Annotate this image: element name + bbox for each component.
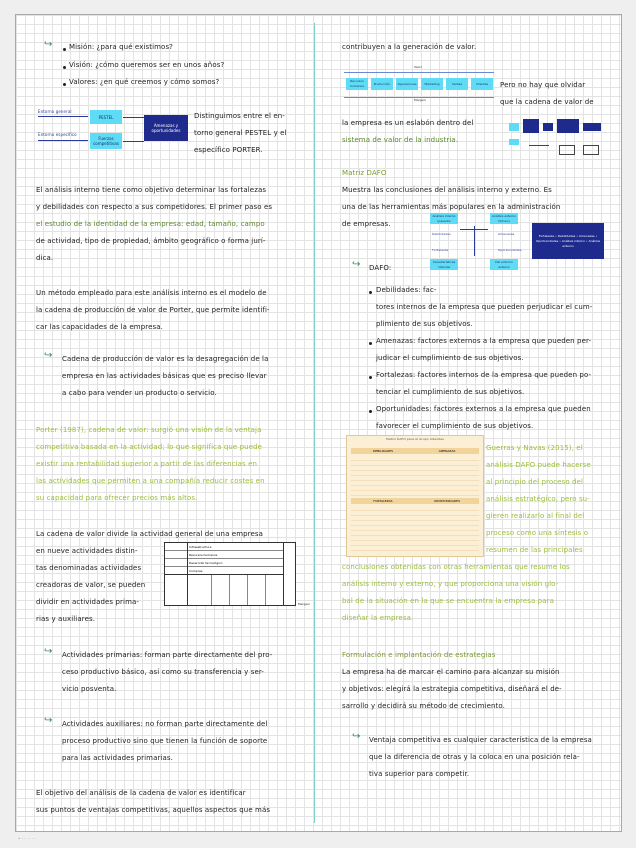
- env-text-line: torno general PESTEL y el: [194, 129, 287, 137]
- bullet: [369, 291, 372, 294]
- bullet: [63, 48, 66, 51]
- para5-line: El objetivo del análisis de la cadena de valor es identificar: [36, 789, 246, 797]
- system-text-line: sistema de valor de la industria.: [342, 136, 459, 144]
- dafo-axis: [474, 226, 475, 256]
- system-block: [509, 123, 519, 131]
- chain-line: [211, 575, 212, 605]
- arrow-line: [38, 116, 88, 117]
- para4-line: tas denominadas actividades: [36, 564, 142, 572]
- dafo-side-box: Fortalezas • Debilidades • Amenazas • Oportunidades • Análisis interno • Análisis externo: [532, 223, 604, 259]
- para2-line: car las capacidades de la empresa.: [36, 323, 163, 331]
- para4-line: rias y auxiliares.: [36, 615, 96, 623]
- dafo-cr: Del entorno externo: [490, 259, 518, 270]
- intro-bullet: Misión: ¿para qué existimos?: [69, 43, 174, 51]
- note3-line: Actividades auxiliares: no forman parte directamente del: [62, 720, 268, 728]
- arrow-icon: ↪: [44, 715, 53, 726]
- dafo-item-line: Fortalezas: factores internos de la empresa que pueden po-: [376, 371, 592, 379]
- dafo-item-line: plimiento de sus objetivos.: [376, 320, 473, 328]
- system-block: [523, 119, 539, 133]
- para1-line: dica.: [36, 254, 54, 262]
- flow-step: Ventas: [446, 78, 468, 90]
- arrow-icon: ↪: [44, 39, 53, 50]
- flow-step: Producción: [371, 78, 393, 90]
- column-divider: [314, 23, 315, 823]
- notebook-page: [15, 14, 622, 832]
- flow-bottom: Margen: [414, 98, 426, 102]
- system-block: [583, 123, 601, 131]
- right-top-line: contribuyen a la generación de valor.: [342, 43, 477, 51]
- margin-label: Margen: [298, 602, 310, 606]
- para1-line: el estudio de la identidad de la empresa: edad, tamaño, campo: [36, 220, 265, 228]
- chain-row: Recursos humanos: [165, 551, 283, 559]
- arrow-icon: ↪: [352, 731, 361, 742]
- section2-title: Formulación e implantación de estrategias: [342, 651, 496, 659]
- table-title: Matriz DAFO para el Grupo Sibaritas: [386, 437, 444, 441]
- chain-row: Infraestructura: [165, 543, 283, 551]
- para3-line: su capacidad para ofrecer precios más altos.: [36, 494, 198, 502]
- note1-line: a cabo para vender un producto o servicio.: [62, 389, 217, 397]
- strat-line: y objetivos: elegirá la estrategia competitiva, diseñará el de-: [342, 685, 562, 693]
- bullet: [369, 410, 372, 413]
- dafo-mr: Amenazas: [498, 232, 515, 236]
- dafo-intro-line: Muestra las conclusiones del análisis interno y externo. Es: [342, 186, 552, 194]
- note2-line: ceso productivo básico, así como su transferencia y ser-: [62, 668, 265, 676]
- system-block: [557, 119, 579, 133]
- note3-line: proceso productivo sino que tienen la función de soporte: [62, 737, 268, 745]
- flow-step: Recursos humanos: [346, 78, 368, 90]
- intro-bullet: Visión: ¿cómo queremos ser en unos años?: [69, 61, 225, 69]
- env-text-line: específico PORTER.: [194, 146, 263, 154]
- table-header: OPORTUNIDADES: [415, 498, 479, 504]
- arrow-line: [123, 117, 144, 118]
- flow-text-line: Pero no hay que olvidar: [500, 81, 586, 89]
- dafo-tr: Análisis externo (futuro): [490, 213, 518, 224]
- strat-line: sarrollo y decidirá su método de crecimiento.: [342, 702, 505, 710]
- para2-line: la cadena de producción de valor de Porter, que permite identifi-: [36, 306, 270, 314]
- green-para-line: análisis DAFO puede hacerse: [486, 461, 591, 469]
- system-line: [529, 145, 549, 146]
- para1-line: El análisis interno tiene como objetivo determinar las fortalezas: [36, 186, 267, 194]
- green-para-line: análisis interno y externo, y que proporciona una visión glo-: [342, 580, 559, 588]
- dafo-label: DAFO:: [369, 264, 392, 272]
- para5-line: sus puntos de ventajas competitivas, aquellos aspectos que más: [36, 806, 271, 814]
- para4-line: La cadena de valor divide la actividad general de una empresa: [36, 530, 264, 538]
- threats-opportunities-box: Amenazas y oportunidades: [144, 115, 188, 141]
- env-text-line: Distinguimos entre el en-: [194, 112, 285, 120]
- adv-line: Ventaja competitiva es cualquier característica de la empresa: [369, 736, 592, 744]
- dafo-intro-line: una de las herramientas más populares en la administración: [342, 203, 561, 211]
- flow-step: Clientes: [471, 78, 493, 90]
- para4-line: creadoras de valor, se pueden: [36, 581, 146, 589]
- pestel-box: PESTEL: [90, 110, 122, 124]
- table-header: FORTALEZAS: [351, 498, 415, 504]
- value-flow-diagram: [344, 65, 494, 106]
- chain-line: [283, 543, 284, 605]
- note2-line: Actividades primarias: forman parte directamente del pro-: [62, 651, 273, 659]
- flow-text-line: que la cadena de valor de: [500, 98, 594, 106]
- chain-line: [247, 575, 248, 605]
- dafo-item-line: Amenazas: factores externos a la empresa que pueden per-: [376, 337, 592, 345]
- adv-line: tiva superior para competir.: [369, 770, 470, 778]
- green-para-line: resumen de las principales: [486, 546, 583, 554]
- dafo-intro-line: de empresas.: [342, 220, 391, 228]
- green-para-line: gieren realizarlo al final del: [486, 512, 585, 520]
- para3-line: competitiva basada en la actividad; lo que significa que puede: [36, 443, 263, 451]
- page-footer: • · · · · · ·: [18, 836, 36, 841]
- dafo-tl: Análisis interno (pasado): [430, 213, 458, 224]
- section-title: Matriz DAFO: [342, 169, 387, 177]
- dafo-table: [346, 435, 484, 557]
- bullet: [63, 66, 66, 69]
- green-para-line: Guerras y Navas (2015), el: [486, 444, 583, 452]
- arrow-icon: ↪: [44, 350, 53, 361]
- flow-step: Operaciones: [396, 78, 418, 90]
- para3-line: existir una rentabilidad superior a partir de las diferencias en: [36, 460, 258, 468]
- note2-line: vicio posventa.: [62, 685, 117, 693]
- flow-title: Valor: [414, 65, 423, 69]
- para3-line: Porter (1987), cadena de valor: surgió una visión de la ventaja: [36, 426, 262, 434]
- dafo-item-line: Oportunidades: factores externos a la empresa que pueden: [376, 405, 591, 413]
- dafo-item-line: tenciar el cumplimiento de sus objetivos.: [376, 388, 525, 396]
- para1-line: y debilidades con respecto a sus competidores. El primer paso es: [36, 203, 273, 211]
- dafo-item-line: Debilidades: fac-: [376, 286, 437, 294]
- note1-line: empresa en las actividades básicas que es preciso llevar: [62, 372, 267, 380]
- green-para-line: al principio del proceso del: [486, 478, 584, 486]
- env-label-specific: Entorno específico: [38, 132, 77, 137]
- green-para-line: proceso como una síntesis o: [486, 529, 589, 537]
- green-para-line: diseñar la empresa.: [342, 614, 414, 622]
- arrow-icon: ↪: [44, 646, 53, 657]
- arrow-line: [123, 141, 144, 142]
- system-block: [559, 145, 575, 155]
- bullet: [369, 376, 372, 379]
- system-text-line: la empresa es un eslabón dentro del: [342, 119, 474, 127]
- green-para-line: análisis estratégico, pero su-: [486, 495, 590, 503]
- dafo-ml: Debilidades: [432, 232, 451, 236]
- dafo-cl: Características internas: [430, 259, 458, 270]
- bullet: [369, 342, 372, 345]
- para3-line: las actividades que permiten a una compañía reducir costes en: [36, 477, 265, 485]
- dafo-diagram: [420, 213, 604, 273]
- para1-line: de actividad, tipo de propiedad, ámbito geográfico o forma jurí-: [36, 237, 266, 245]
- table-body: [351, 506, 479, 552]
- forces-box: Fuerzas competitivas: [90, 133, 122, 149]
- dafo-item-line: judicar el cumplimiento de sus objetivos.: [376, 354, 524, 362]
- chain-line: [229, 575, 230, 605]
- note1-line: Cadena de producción de valor es la desagregación de la: [62, 355, 269, 363]
- intro-bullet: Valores: ¿en qué creemos y cómo somos?: [69, 78, 220, 86]
- table-body: [351, 456, 479, 496]
- flow-step: Marketing: [421, 78, 443, 90]
- dafo-item-line: tores internos de la empresa que pueden perjudicar el cum-: [376, 303, 593, 311]
- chain-line: [265, 575, 266, 605]
- green-para-line: conclusiones obtenidas con otras herramientas que resume los: [342, 563, 570, 571]
- bullet: [63, 83, 66, 86]
- table-header: DEBILIDADES: [351, 448, 415, 454]
- flow-line: [344, 72, 494, 73]
- para4-line: dividir en actividades prima-: [36, 598, 140, 606]
- adv-line: que la diferencia de otras y la coloca en una posición rela-: [369, 753, 580, 761]
- chain-line: [187, 543, 188, 605]
- dafo-bl: Fortalezas: [432, 248, 449, 252]
- system-block: [543, 123, 553, 131]
- green-para-line: bal de la situación en la que se encuentra la empresa para: [342, 597, 554, 605]
- para2-line: Un método empleado para este análisis interno es el modelo de: [36, 289, 267, 297]
- system-block: [583, 145, 599, 155]
- arrow-line: [38, 140, 88, 141]
- para4-line: en nueve actividades distin-: [36, 547, 138, 555]
- dafo-br: Oportunidades: [498, 248, 522, 252]
- value-system-diagram: [509, 115, 605, 167]
- value-chain-diagram: [164, 542, 296, 606]
- environment-diagram: [38, 109, 188, 159]
- system-block: [509, 139, 519, 145]
- arrow-icon: ↪: [352, 259, 361, 270]
- dafo-item-line: favorecer el cumplimiento de sus objetivos.: [376, 422, 534, 430]
- env-label-general: Entorno general: [38, 109, 72, 114]
- chain-row: Desarrollo tecnológico: [165, 559, 283, 567]
- chain-row: Compras: [165, 567, 283, 575]
- table-header: AMENAZAS: [415, 448, 479, 454]
- note3-line: para las actividades primarias.: [62, 754, 173, 762]
- strat-line: La empresa ha de marcar el camino para alcanzar su misión: [342, 668, 560, 676]
